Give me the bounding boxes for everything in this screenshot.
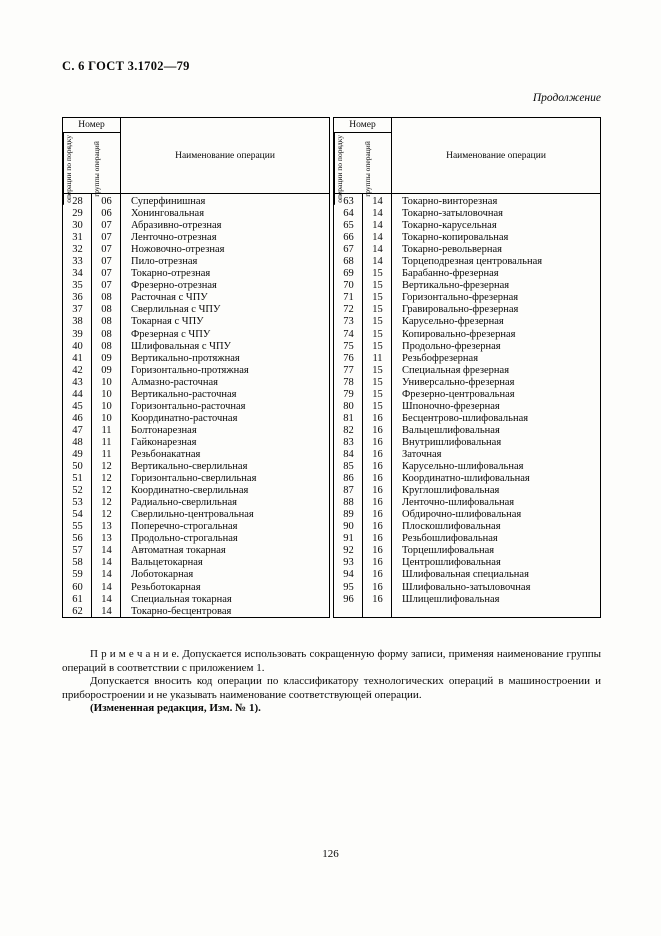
- group-number: 07: [101, 232, 112, 244]
- group-number: 12: [101, 473, 112, 485]
- group-number: 07: [101, 256, 112, 268]
- op-number: 77: [343, 364, 354, 376]
- op-number: 38: [72, 316, 83, 328]
- op-number: 94: [343, 569, 354, 581]
- op-number-column-header: операции по порядку: [63, 133, 92, 205]
- group-number-column-header: группы операций: [363, 141, 372, 197]
- group-number: 16: [372, 412, 383, 424]
- table-row: [334, 413, 600, 425]
- table-row: [63, 208, 329, 220]
- operation-name: Резьбонакатная: [131, 448, 201, 460]
- group-number: 07: [101, 244, 112, 256]
- table-row: [334, 461, 600, 473]
- number-header-label: Номер: [63, 118, 120, 133]
- operation-name: Шлифовальная с ЧПУ: [131, 340, 231, 352]
- op-number: 91: [343, 533, 354, 545]
- op-number: 83: [343, 436, 354, 448]
- table-row: [334, 196, 600, 208]
- table-row: [334, 509, 600, 521]
- group-number: 14: [372, 208, 383, 220]
- operation-name: Шлифовальная специальная: [402, 569, 529, 581]
- operation-name: Торцеподрезная центровальная: [402, 256, 543, 268]
- operation-name: Круглошлифовальная: [402, 485, 500, 497]
- op-number: 73: [343, 316, 354, 328]
- table-row: [334, 292, 600, 304]
- op-number: 87: [343, 485, 354, 497]
- operation-name: Токарно-копировальная: [402, 232, 509, 244]
- table-row: [334, 316, 600, 328]
- table-row: [334, 365, 600, 377]
- op-number: 65: [343, 220, 354, 232]
- table-row: [334, 220, 600, 232]
- note-paragraph: П р и м е ч а н и е. Допускается использовать сокращенную форму записи, применяя наименование группы операций в соответствии с приложением 1.: [62, 648, 601, 674]
- op-number: 62: [72, 605, 83, 617]
- operation-name: Ленточно-шлифовальная: [402, 497, 515, 509]
- operation-name: Шпоночно-фрезерная: [402, 400, 500, 412]
- operation-name: Болтонарезная: [131, 424, 197, 436]
- op-number: 86: [343, 473, 354, 485]
- table-row: [334, 353, 600, 365]
- op-number: 35: [72, 280, 83, 292]
- group-number: 10: [101, 388, 112, 400]
- op-number: 81: [343, 412, 354, 424]
- group-number: 15: [372, 292, 383, 304]
- operation-name: Фрезерно-отрезная: [131, 280, 217, 292]
- op-number: 49: [72, 448, 83, 460]
- operation-name: Резьботокарная: [131, 581, 201, 593]
- table-row: [334, 569, 600, 581]
- table-row: [63, 280, 329, 292]
- table-row: [63, 256, 329, 268]
- table-row: [63, 606, 329, 618]
- op-number: 48: [72, 436, 83, 448]
- number-header-label: Номер: [334, 118, 391, 133]
- op-number: 93: [343, 557, 354, 569]
- operation-name: Алмазно-расточная: [131, 376, 218, 388]
- table-row: [334, 208, 600, 220]
- operation-name: Автоматная токарная: [131, 545, 226, 557]
- group-number: 07: [101, 220, 112, 232]
- group-number: 11: [101, 448, 112, 460]
- table-row: [63, 244, 329, 256]
- table-row: [334, 449, 600, 461]
- table-row: [334, 557, 600, 569]
- operations-table-right: [333, 117, 601, 618]
- table-row: [63, 569, 329, 581]
- op-number: 70: [343, 280, 354, 292]
- operation-name: Продольно-строгальная: [131, 533, 238, 545]
- op-number: 96: [343, 593, 354, 605]
- operation-name: Суперфинишная: [131, 196, 206, 207]
- table-row: [63, 582, 329, 594]
- operation-name: Специальная фрезерная: [402, 364, 510, 376]
- table-row: [63, 594, 329, 606]
- op-number: 50: [72, 461, 83, 473]
- op-number: 66: [343, 232, 354, 244]
- note-paragraph: Допускается вносить код операции по классификатору технологических операций в машиностроении и приборостроении и не указывать наименование соответствующей операции.: [62, 675, 601, 701]
- operation-name: Специальная токарная: [131, 593, 232, 605]
- notes-section: [62, 648, 601, 716]
- operation-name: Вальцетокарная: [131, 557, 203, 569]
- op-number: 95: [343, 581, 354, 593]
- group-number: 08: [101, 304, 112, 316]
- operation-name: Координатно-расточная: [131, 412, 238, 424]
- operation-name: Копировально-фрезерная: [402, 328, 516, 340]
- group-number: 12: [101, 497, 112, 509]
- operation-name: Плоскошлифовальная: [402, 521, 501, 533]
- operation-name: Вертикально-протяжная: [131, 352, 240, 364]
- op-number: 79: [343, 388, 354, 400]
- operation-name: Поперечно-строгальная: [131, 521, 238, 533]
- operation-name: Токарно-револьверная: [402, 244, 502, 256]
- group-number: 15: [372, 268, 383, 280]
- table-row: [63, 425, 329, 437]
- table-row: [63, 557, 329, 569]
- op-number: 40: [72, 340, 83, 352]
- group-number: 16: [372, 509, 383, 521]
- operation-name: Горизонтально-фрезерная: [402, 292, 519, 304]
- operation-name: Карусельно-шлифовальная: [402, 461, 524, 473]
- page-number: 126: [322, 848, 339, 860]
- operation-name-column-header: Наименование операции: [175, 150, 275, 161]
- table-row: [63, 377, 329, 389]
- group-number: 14: [372, 232, 383, 244]
- group-number: 09: [101, 352, 112, 364]
- group-number: 11: [101, 424, 112, 436]
- table-row: [63, 268, 329, 280]
- group-number: 15: [372, 328, 383, 340]
- group-number: 16: [372, 461, 383, 473]
- op-number: 92: [343, 545, 354, 557]
- table-row: [63, 304, 329, 316]
- operation-name: Токарно-карусельная: [402, 220, 497, 232]
- operation-name: Токарно-винторезная: [402, 196, 498, 207]
- operations-table: [62, 117, 601, 618]
- table-row: [334, 280, 600, 292]
- operation-name: Хонинговальная: [131, 208, 205, 220]
- op-number: 71: [343, 292, 354, 304]
- table-row: [334, 401, 600, 413]
- group-number: 12: [101, 461, 112, 473]
- table-row: [63, 316, 329, 328]
- table-row: [63, 413, 329, 425]
- op-number: 90: [343, 521, 354, 533]
- op-number: 36: [72, 292, 83, 304]
- doc-header: С. 6 ГОСТ 3.1702—79: [62, 59, 190, 73]
- group-number: 16: [372, 593, 383, 605]
- table-row: [63, 365, 329, 377]
- op-number: 44: [72, 388, 83, 400]
- op-number: 42: [72, 364, 83, 376]
- table-row: [334, 341, 600, 353]
- op-number: 80: [343, 400, 354, 412]
- operation-name: Сверлильная с ЧПУ: [131, 304, 221, 316]
- table-row: [63, 485, 329, 497]
- group-number: 16: [372, 521, 383, 533]
- note-paragraph-revision: (Измененная редакция, Изм. № 1).: [90, 702, 261, 715]
- op-number: 57: [72, 545, 83, 557]
- table-row: [334, 268, 600, 280]
- group-number-column-header: группы операций: [92, 141, 101, 197]
- op-number: 52: [72, 485, 83, 497]
- group-number: 10: [101, 400, 112, 412]
- table-row: [63, 461, 329, 473]
- group-number: 16: [372, 485, 383, 497]
- group-number: 16: [372, 436, 383, 448]
- group-number: 15: [372, 316, 383, 328]
- operation-name: Вертикально-фрезерная: [402, 280, 510, 292]
- group-number: 16: [372, 497, 383, 509]
- op-number: 46: [72, 412, 83, 424]
- table-row: [334, 304, 600, 316]
- table-row: [334, 497, 600, 509]
- group-number: 16: [372, 545, 383, 557]
- operation-name: Гайконарезная: [131, 436, 197, 448]
- table-row: [63, 341, 329, 353]
- operation-name: Резьбофрезерная: [402, 352, 479, 364]
- group-number: 14: [372, 196, 383, 207]
- table-row: [334, 377, 600, 389]
- operation-name: Внутришлифовальная: [402, 436, 502, 448]
- operation-name: Бесцентрово-шлифовальная: [402, 412, 529, 424]
- table-row: [334, 521, 600, 533]
- table-row: [334, 594, 600, 606]
- table-body-right: [334, 194, 600, 617]
- group-number: 07: [101, 268, 112, 280]
- group-number: 15: [372, 304, 383, 316]
- table-body-left: [63, 194, 329, 617]
- group-number: 14: [372, 256, 383, 268]
- table-row: [334, 256, 600, 268]
- group-number: 14: [101, 605, 112, 617]
- operation-name: Барабанно-фрезерная: [402, 268, 499, 280]
- group-number: 14: [101, 581, 112, 593]
- op-number: 85: [343, 461, 354, 473]
- group-number: 07: [101, 280, 112, 292]
- op-number-column-header: операции по порядку: [334, 133, 363, 205]
- group-number: 14: [372, 220, 383, 232]
- table-row: [63, 437, 329, 449]
- group-number: 11: [101, 436, 112, 448]
- table-row: [334, 473, 600, 485]
- group-number: 14: [372, 244, 383, 256]
- group-number: 14: [101, 557, 112, 569]
- operation-name: Токарная с ЧПУ: [131, 316, 204, 328]
- op-number: 30: [72, 220, 83, 232]
- table-row: [334, 485, 600, 497]
- op-number: 61: [72, 593, 83, 605]
- group-number: 15: [372, 340, 383, 352]
- table-row: [63, 220, 329, 232]
- op-number: 47: [72, 424, 83, 436]
- group-number: 12: [101, 509, 112, 521]
- operation-name: Токарно-отрезная: [131, 268, 211, 280]
- operation-name: Расточная с ЧПУ: [131, 292, 208, 304]
- group-number: 09: [101, 364, 112, 376]
- table-row: [334, 232, 600, 244]
- table-row: [63, 329, 329, 341]
- group-number: 14: [101, 545, 112, 557]
- table-row: [334, 244, 600, 256]
- operation-name: Шлицешлифовальная: [402, 593, 500, 605]
- operation-name: Лоботокарная: [131, 569, 194, 581]
- op-number: 39: [72, 328, 83, 340]
- operation-name: Горизонтально-протяжная: [131, 364, 249, 376]
- group-number: 15: [372, 388, 383, 400]
- table-row: [63, 449, 329, 461]
- op-number: 58: [72, 557, 83, 569]
- table-row: [63, 473, 329, 485]
- op-number: 45: [72, 400, 83, 412]
- operation-name: Абразивно-отрезная: [131, 220, 222, 232]
- operation-name: Гравировально-фрезерная: [402, 304, 519, 316]
- operation-name: Карусельно-фрезерная: [402, 316, 504, 328]
- group-number: 06: [101, 208, 112, 220]
- group-number: 08: [101, 316, 112, 328]
- operation-name: Вальцешлифовальная: [402, 424, 500, 436]
- group-number: 10: [101, 376, 112, 388]
- group-number: 13: [101, 533, 112, 545]
- op-number: 32: [72, 244, 83, 256]
- operation-name: Обдирочно-шлифовальная: [402, 509, 522, 521]
- operation-name: Ленточно-отрезная: [131, 232, 217, 244]
- table-row: [63, 353, 329, 365]
- operation-name: Ножовочно-отрезная: [131, 244, 225, 256]
- op-number: 29: [72, 208, 83, 220]
- op-number: 37: [72, 304, 83, 316]
- group-number: 16: [372, 557, 383, 569]
- operation-name: Продольно-фрезерная: [402, 340, 501, 352]
- group-number: 08: [101, 292, 112, 304]
- group-number: 14: [101, 569, 112, 581]
- op-number: 34: [72, 268, 83, 280]
- operation-name: Резьбошлифовальная: [402, 533, 498, 545]
- group-number: 15: [372, 400, 383, 412]
- table-row: [63, 509, 329, 521]
- op-number: 64: [343, 208, 354, 220]
- operation-name: Фрезерная с ЧПУ: [131, 328, 211, 340]
- op-number: 69: [343, 268, 354, 280]
- operation-name: Фрезерно-центровальная: [402, 388, 515, 400]
- op-number: 82: [343, 424, 354, 436]
- operation-name: Координатно-шлифовальная: [402, 473, 530, 485]
- operation-name: Вертикально-сверлильная: [131, 461, 248, 473]
- group-number: 13: [101, 521, 112, 533]
- table-row: [63, 401, 329, 413]
- operation-name: Заточная: [402, 448, 442, 460]
- op-number: 43: [72, 376, 83, 388]
- op-number: 31: [72, 232, 83, 244]
- table-row: [63, 292, 329, 304]
- op-number: 75: [343, 340, 354, 352]
- op-number: 41: [72, 352, 83, 364]
- operation-name: Торцешлифовальная: [402, 545, 495, 557]
- table-row: [63, 545, 329, 557]
- op-number: 60: [72, 581, 83, 593]
- operation-name: Токарно-затыловочная: [402, 208, 504, 220]
- group-number: 12: [101, 485, 112, 497]
- table-row: [334, 582, 600, 594]
- op-number: 55: [72, 521, 83, 533]
- group-number: 10: [101, 412, 112, 424]
- group-number: 16: [372, 581, 383, 593]
- operation-name: Вертикально-расточная: [131, 388, 237, 400]
- table-row: [63, 497, 329, 509]
- op-number: 72: [343, 304, 354, 316]
- table-row: [63, 196, 329, 208]
- op-number: 56: [72, 533, 83, 545]
- operation-name: Универсально-фрезерная: [402, 376, 515, 388]
- operation-name: Центрошлифовальная: [402, 557, 501, 569]
- operation-name-column-header: Наименование операции: [446, 150, 546, 161]
- op-number: 84: [343, 448, 354, 460]
- table-row: [63, 521, 329, 533]
- operation-name: Токарно-бесцентровая: [131, 605, 232, 617]
- table-row: [334, 437, 600, 449]
- group-number: 15: [372, 280, 383, 292]
- op-number: 78: [343, 376, 354, 388]
- op-number: 68: [343, 256, 354, 268]
- group-number: 16: [372, 448, 383, 460]
- group-number: 16: [372, 473, 383, 485]
- group-number: 06: [101, 196, 112, 207]
- table-row: [334, 545, 600, 557]
- op-number: 63: [343, 196, 354, 207]
- operation-name: Координатно-сверлильная: [131, 485, 249, 497]
- table-row: [334, 425, 600, 437]
- op-number: 33: [72, 256, 83, 268]
- op-number: 76: [343, 352, 354, 364]
- continuation-label: Продолжение: [532, 92, 601, 104]
- operation-name: Шлифовально-затыловочная: [402, 581, 531, 593]
- table-row: [63, 389, 329, 401]
- group-number: 15: [372, 376, 383, 388]
- op-number: 88: [343, 497, 354, 509]
- op-number: 51: [72, 473, 83, 485]
- group-number: 15: [372, 364, 383, 376]
- operation-name: Пило-отрезная: [131, 256, 198, 268]
- op-number: 74: [343, 328, 354, 340]
- operation-name: Сверлильно-центровальная: [131, 509, 254, 521]
- group-number: 08: [101, 328, 112, 340]
- op-number: 53: [72, 497, 83, 509]
- table-row: [63, 533, 329, 545]
- op-number: 59: [72, 569, 83, 581]
- operations-table-left: [62, 117, 330, 618]
- op-number: 67: [343, 244, 354, 256]
- op-number: 89: [343, 509, 354, 521]
- group-number: 16: [372, 569, 383, 581]
- group-number: 16: [372, 533, 383, 545]
- group-number: 11: [372, 352, 383, 364]
- group-number: 08: [101, 340, 112, 352]
- op-number: 54: [72, 509, 83, 521]
- operation-name: Радиально-сверлильная: [131, 497, 237, 509]
- group-number: 14: [101, 593, 112, 605]
- table-row: [63, 232, 329, 244]
- table-row: [334, 329, 600, 341]
- group-number: 16: [372, 424, 383, 436]
- table-row: [334, 389, 600, 401]
- op-number: 28: [72, 196, 83, 207]
- operation-name: Горизонтально-расточная: [131, 400, 246, 412]
- operation-name: Горизонтально-сверлильная: [131, 473, 257, 485]
- table-row: [334, 533, 600, 545]
